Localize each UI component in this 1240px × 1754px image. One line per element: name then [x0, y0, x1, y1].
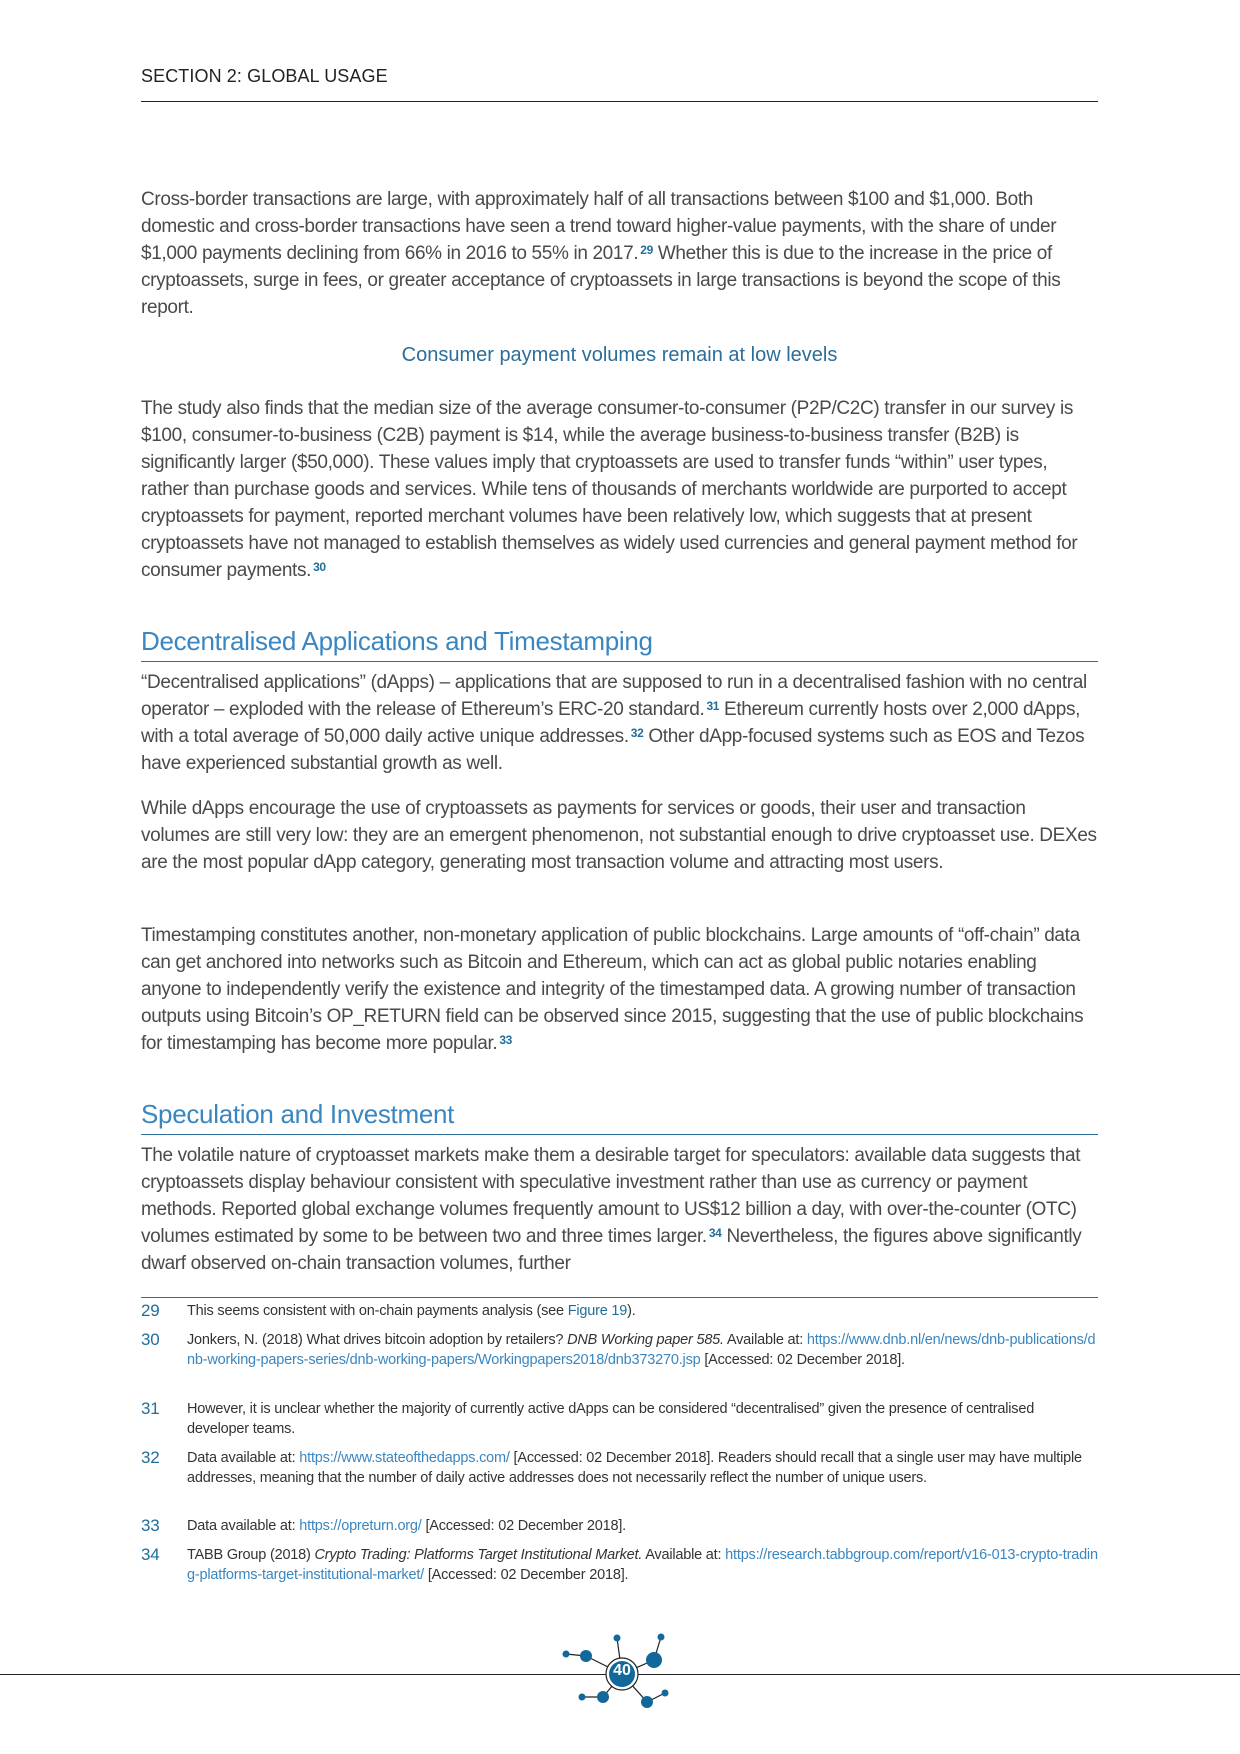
footnote-ref[interactable]: 30 [313, 560, 326, 574]
text: Crypto Trading: Platforms Target Institutional Market. [314, 1547, 643, 1563]
text: Whether this is due to the increase in the price of cryptoassets, surge in fees, or greater acceptance of cryptoassets in large transactions is beyond the scope of this report. [141, 243, 1061, 318]
text: Available at: [723, 1332, 807, 1348]
paragraph [141, 1142, 1098, 1277]
footnote-ref[interactable]: 29 [640, 243, 653, 257]
footnote-number: 32 [141, 1448, 160, 1467]
text: Available at: [642, 1547, 726, 1563]
text: [Accessed: 02 December 2018]. [423, 1567, 629, 1583]
figure-link[interactable]: Figure 19 [567, 1303, 628, 1319]
text: TABB Group (2018) [187, 1547, 315, 1563]
text: Ethereum currently hosts over 2,000 dApps, with a total average of 50,000 daily active unique addresses. [141, 699, 1081, 747]
footnote-32 [141, 1448, 1098, 1488]
text: Data available at: [187, 1450, 300, 1466]
text: Data available at: [187, 1518, 300, 1534]
footnote-number: 30 [141, 1330, 160, 1349]
footnote-ref[interactable]: 34 [708, 1226, 722, 1240]
url-link[interactable]: https://research.tabbgroup.com/report/v16-013-crypto-trading-platforms-target-institutional-market/ [187, 1547, 1098, 1583]
text: Nevertheless, the figures above significantly dwarf observed on-chain transaction volumes, further [141, 1226, 1082, 1274]
footnote-33 [141, 1516, 1098, 1536]
footnote-number: 33 [141, 1516, 160, 1535]
footnote-34 [141, 1545, 1098, 1585]
footnote-29 [141, 1301, 1098, 1321]
section-title-speculation: Speculation and Investment [141, 1099, 1098, 1135]
url-link[interactable]: https://opreturn.org/ [299, 1518, 422, 1534]
text: Timestamping constitutes another, non-monetary application of public blockchains. Large amounts of “off-chain” data can get anchored into networks such as Bitcoin and Ethereum, which can act as global public notaries enabling anyone to independently verify the existence and integrity of the timestamped data. A growing number of transaction outputs using Bitcoin’s OP_RETURN field can be observed since 2015, suggesting that the use of public blockchains for timestamping has become more popular. [141, 925, 1084, 1054]
subheading: Consumer payment volumes remain at low levels [401, 344, 838, 366]
text: However, it is unclear whether the majority of currently active dApps can be considered “decentralised” given the presence of centralised developer teams. [187, 1401, 1035, 1437]
footnote-ref[interactable]: 33 [499, 1033, 512, 1047]
text: [Accessed: 02 December 2018]. [421, 1518, 626, 1534]
footnote-ref[interactable]: 31 [706, 699, 720, 713]
header-rule [141, 101, 1098, 102]
text: DNB Working paper 585. [567, 1332, 724, 1348]
url-link[interactable]: https://www.dnb.nl/en/news/dnb-publications/dnb-working-papers-series/dnb-working-papers/Workingpapers2018/dnb373270.jsp [187, 1332, 1096, 1368]
paragraph [141, 395, 1098, 584]
footnote-31 [141, 1399, 1098, 1439]
footnote-number: 31 [141, 1399, 160, 1418]
footnote-30 [141, 1330, 1098, 1370]
footnote-number: 34 [141, 1545, 160, 1564]
paragraph [141, 186, 1098, 321]
text: The study also finds that the median size of the average consumer-to-consumer (P2P/C2C) transfer in our survey is $100, consumer-to-business (C2B) payment is $14, while the average business-to-business transfer (B2B) is significantly larger ($50,000). These values imply that cryptoassets are used to transfer funds “within” user types, rather than purchase goods and services. While tens of thousands of merchants worldwide are purported to accept cryptoassets for payment, reported merchant volumes have been relatively low, which suggests that at present cryptoassets have not managed to establish themselves as widely used currencies and general payment method for consumer payments. [141, 398, 1078, 581]
paragraph [141, 795, 1098, 876]
text: Other dApp-focused systems such as EOS and Tezos have experienced substantial growth as well. [141, 726, 1085, 774]
text: While dApps encourage the use of cryptoassets as payments for services or goods, their user and transaction volumes are still very low: they are an emergent phenomenon, not substantial enough to drive cryptoasset use. DEXes are the most popular dApp category, generating most transaction volume and attracting most users. [141, 798, 1097, 873]
text: Cross-border transactions are large, with approximately half of all transactions between $100 and $1,000. Both domestic and cross-border transactions have seen a trend toward higher-value payments, with the share of under $1,000 payments declining from 66% in 2016 to 55% in 2017. [141, 189, 1057, 264]
footnote-rule [141, 1297, 1098, 1298]
footnote-number: 29 [141, 1301, 160, 1320]
url-link[interactable]: https://www.stateofthedapps.com/ [299, 1450, 510, 1466]
text: [Accessed: 02 December 2018]. Readers should recall that a single user may have multiple addresses, meaning that the number of daily active addresses does not necessarily reflect the number of unique users. [187, 1450, 1082, 1486]
section-title-dapps: Decentralised Applications and Timestamping [141, 626, 1098, 662]
text: “Decentralised applications” (dApps) – applications that are supposed to run in a decentralised fashion with no central operator – exploded with the release of Ethereum’s ERC-20 standard. [141, 672, 1087, 720]
footnote-ref[interactable]: 32 [630, 726, 644, 740]
text: The volatile nature of cryptoasset markets make them a desirable target for speculators: available data suggests that cryptoassets display behaviour consistent with speculative investment rather than use as currency or payment methods. Reported global exchange volumes frequently amount to US$12 billion a day, with over-the-counter (OTC) volumes estimated by some to be between two and three times larger. [141, 1145, 1081, 1247]
section-header: SECTION 2: GLOBAL USAGE [141, 66, 388, 86]
text: Jonkers, N. (2018) What drives bitcoin adoption by retailers? [187, 1332, 568, 1348]
text: [Accessed: 02 December 2018]. [700, 1352, 905, 1368]
page-number: 40 [613, 1662, 631, 1679]
text: ). [627, 1303, 636, 1319]
text: This seems consistent with on-chain payments analysis (see [187, 1303, 568, 1319]
paragraph [141, 922, 1098, 1057]
paragraph [141, 669, 1098, 777]
